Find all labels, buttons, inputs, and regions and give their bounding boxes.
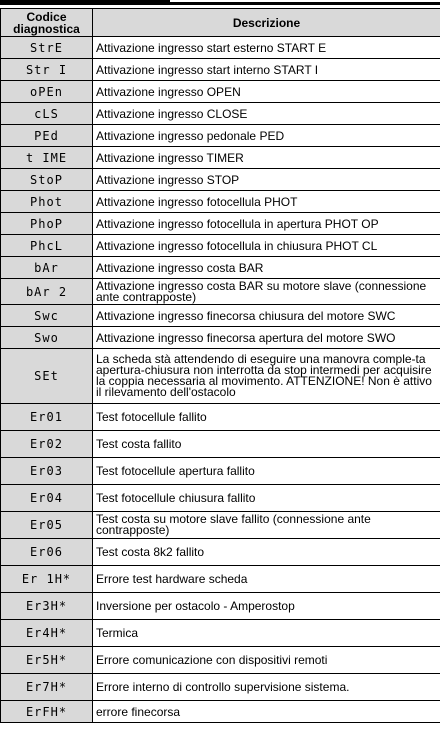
table-row — [1, 213, 440, 235]
table-row — [1, 593, 440, 620]
diagnostic-description: Termica — [93, 620, 440, 647]
diagnostic-description: Test costa su motore slave fallito (connessione ante contrapposte) — [93, 512, 440, 539]
diagnostic-description: Attivazione ingresso OPEN — [93, 81, 440, 103]
diagnostic-description: Test fotocellule apertura fallito — [93, 458, 440, 485]
top-rule-thick — [0, 2, 440, 5]
diagnostic-code: PhcL — [1, 235, 93, 257]
diagnostic-code: ErFH* — [1, 701, 93, 723]
table-row — [1, 235, 440, 257]
table-row — [1, 431, 440, 458]
diagnostic-code: t IME — [1, 147, 93, 169]
diagnostic-code: cLS — [1, 103, 93, 125]
diagnostic-code: Swo — [1, 327, 93, 349]
diagnostic-description: Attivazione ingresso costa BAR su motore slave (connessione ante contrapposte) — [93, 279, 440, 305]
diagnostic-description: errore finecorsa — [93, 701, 440, 723]
diagnostic-description: Errore comunicazione con dispositivi remoti — [93, 647, 440, 674]
table-row — [1, 81, 440, 103]
diagnostic-description: Attivazione ingresso STOP — [93, 169, 440, 191]
diagnostic-description: Test fotocellule chiusura fallito — [93, 485, 440, 512]
diagnostic-code: Phot — [1, 191, 93, 213]
diagnostic-table — [0, 8, 440, 723]
diagnostic-description: Attivazione ingresso fotocellula in chiusura PHOT CL — [93, 235, 440, 257]
table-row — [1, 674, 440, 701]
diagnostic-code: Er05 — [1, 512, 93, 539]
table-row — [1, 147, 440, 169]
diagnostic-code: Er 1H* — [1, 566, 93, 593]
diagnostic-code: bAr — [1, 257, 93, 279]
diagnostic-description: Test costa 8k2 fallito — [93, 539, 440, 566]
table-row — [1, 257, 440, 279]
column-header-code: Codice diagnostica — [1, 9, 93, 37]
diagnostic-code: StoP — [1, 169, 93, 191]
diagnostic-code: Er01 — [1, 404, 93, 431]
table-row — [1, 485, 440, 512]
diagnostic-code: Str I — [1, 59, 93, 81]
table-row — [1, 620, 440, 647]
diagnostic-code: Er03 — [1, 458, 93, 485]
diagnostic-description: Attivazione ingresso fotocellula in apertura PHOT OP — [93, 213, 440, 235]
diagnostic-description: Inversione per ostacolo - Amperostop — [93, 593, 440, 620]
table-row — [1, 37, 440, 59]
diagnostic-description: Attivazione ingresso TIMER — [93, 147, 440, 169]
diagnostic-description: Test fotocellule fallito — [93, 404, 440, 431]
table-row — [1, 349, 440, 404]
diagnostic-description: La scheda stà attendendo di eseguire una manovra comple-ta apertura-chiusura non interrotta da stop intermedi per acquisire la coppia necessaria al movimento. ATTENZIONE! Non è attivo il rilevamento dell'ostacolo — [93, 349, 440, 404]
table-row — [1, 279, 440, 305]
table-row — [1, 647, 440, 674]
table-row — [1, 701, 440, 723]
table-row — [1, 327, 440, 349]
diagnostic-code: Er7H* — [1, 674, 93, 701]
diagnostic-code: Er3H* — [1, 593, 93, 620]
table-row — [1, 59, 440, 81]
table-row — [1, 404, 440, 431]
diagnostic-code: Swc — [1, 305, 93, 327]
diagnostic-description: Attivazione ingresso start esterno START E — [93, 37, 440, 59]
diagnostic-code: Er02 — [1, 431, 93, 458]
diagnostic-code: Er4H* — [1, 620, 93, 647]
table-header-row — [1, 9, 440, 37]
diagnostic-description: Attivazione ingresso costa BAR — [93, 257, 440, 279]
diagnostic-description: Attivazione ingresso start interno START I — [93, 59, 440, 81]
table-row — [1, 103, 440, 125]
diagnostic-description: Errore interno di controllo supervisione sistema. — [93, 674, 440, 701]
diagnostic-description: Errore test hardware scheda — [93, 566, 440, 593]
diagnostic-description: Attivazione ingresso pedonale PED — [93, 125, 440, 147]
diagnostic-code: bAr 2 — [1, 279, 93, 305]
table-row — [1, 566, 440, 593]
table-row — [1, 512, 440, 539]
column-header-description: Descrizione — [93, 9, 440, 37]
diagnostic-description: Attivazione ingresso CLOSE — [93, 103, 440, 125]
diagnostic-code: PEd — [1, 125, 93, 147]
diagnostic-description: Attivazione ingresso finecorsa chiusura del motore SWC — [93, 305, 440, 327]
table-row — [1, 191, 440, 213]
diagnostic-code: Er5H* — [1, 647, 93, 674]
diagnostic-description: Attivazione ingresso finecorsa apertura del motore SWO — [93, 327, 440, 349]
diagnostic-code: oPEn — [1, 81, 93, 103]
top-rule — [0, 0, 440, 5]
diagnostic-code: Er04 — [1, 485, 93, 512]
table-row — [1, 458, 440, 485]
diagnostic-code: SEt — [1, 349, 93, 404]
table-row — [1, 169, 440, 191]
diagnostic-code: PhoP — [1, 213, 93, 235]
table-row — [1, 305, 440, 327]
diagnostic-code: StrE — [1, 37, 93, 59]
diagnostic-code: Er06 — [1, 539, 93, 566]
table-row — [1, 539, 440, 566]
diagnostic-description: Test costa fallito — [93, 431, 440, 458]
table-row — [1, 125, 440, 147]
diagnostic-description: Attivazione ingresso fotocellula PHOT — [93, 191, 440, 213]
